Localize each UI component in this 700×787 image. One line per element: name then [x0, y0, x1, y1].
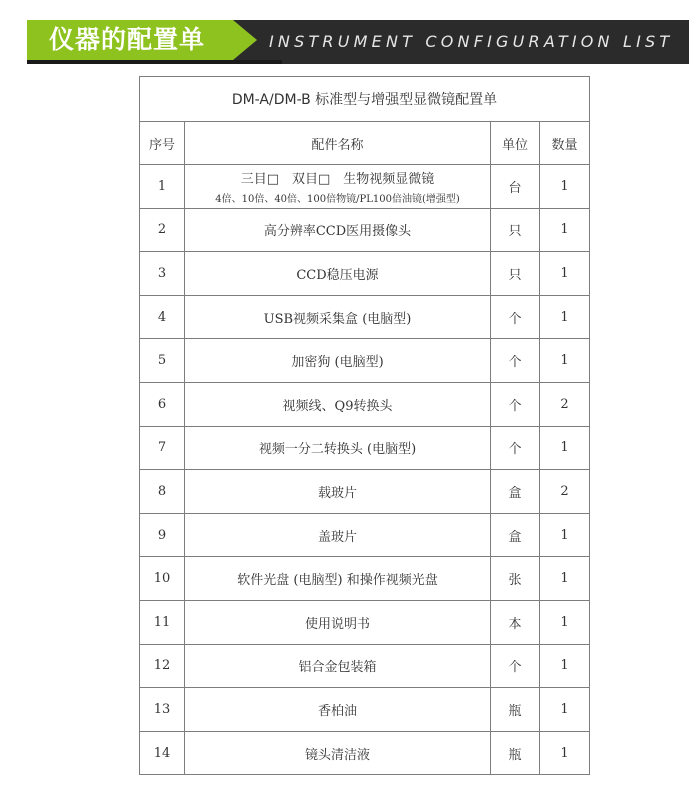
cell-number: 11: [140, 600, 185, 644]
header-part-name: 配件名称: [185, 122, 491, 165]
banner-title: 仪器的配置单: [49, 25, 206, 54]
cell-number: 13: [140, 688, 185, 732]
cell-quantity: 2: [540, 382, 590, 426]
table-title: DM-A/DM-B 标准型与增强型显微镜配置单: [140, 77, 590, 122]
banner-shadow: [27, 60, 282, 64]
cell-quantity: 1: [540, 252, 590, 296]
cell-quantity: 1: [540, 208, 590, 252]
cell-unit: 台: [491, 165, 540, 209]
cell-quantity: 2: [540, 470, 590, 514]
table-row: [140, 426, 590, 470]
cell-quantity: 1: [540, 557, 590, 601]
table-row: [140, 731, 590, 775]
cell-number: 3: [140, 252, 185, 296]
cell-number: 12: [140, 644, 185, 688]
cell-part-name: 加密狗 (电脑型): [185, 339, 491, 383]
cell-unit: 张: [491, 557, 540, 601]
cell-unit: 只: [491, 208, 540, 252]
cell-part-name: CCD稳压电源: [185, 252, 491, 296]
cell-part-name: 载玻片: [185, 470, 491, 514]
cell-part-name: [185, 165, 491, 209]
cell-number: 6: [140, 382, 185, 426]
cell-number: 9: [140, 513, 185, 557]
cell-number: 5: [140, 339, 185, 383]
cell-quantity: 1: [540, 513, 590, 557]
cell-part-name: 视频线、Q9转换头: [185, 382, 491, 426]
cell-unit: 瓶: [491, 731, 540, 775]
cell-quantity: 1: [540, 295, 590, 339]
cell-part-name: 高分辨率CCD医用摄像头: [185, 208, 491, 252]
cell-part-name: 使用说明书: [185, 600, 491, 644]
table-row: [140, 165, 590, 209]
table-row: [140, 557, 590, 601]
cell-unit: 只: [491, 252, 540, 296]
table-row: [140, 470, 590, 514]
cell-part-name: 盖玻片: [185, 513, 491, 557]
table-row: [140, 513, 590, 557]
part-name-line2: 4倍、10倍、40倍、100倍物镜/PL100倍油镜(增强型): [215, 193, 460, 205]
cell-number: 1: [140, 165, 185, 209]
cell-part-name: 视频一分二转换头 (电脑型): [185, 426, 491, 470]
cell-number: 8: [140, 470, 185, 514]
header-banner: [27, 20, 689, 64]
table-row: [140, 208, 590, 252]
header-unit: 单位: [491, 122, 540, 165]
table-row: [140, 382, 590, 426]
cell-number: 4: [140, 295, 185, 339]
cell-part-name: 铝合金包装箱: [185, 644, 491, 688]
table-header-row: [140, 122, 590, 165]
cell-part-name: 香柏油: [185, 688, 491, 732]
cell-part-name: 镜头清洁液: [185, 731, 491, 775]
cell-number: 2: [140, 208, 185, 252]
cell-part-name: 软件光盘 (电脑型) 和操作视频光盘: [185, 557, 491, 601]
cell-unit: 盒: [491, 513, 540, 557]
table-row: [140, 295, 590, 339]
cell-unit: 盒: [491, 470, 540, 514]
cell-number: 7: [140, 426, 185, 470]
header-quantity: 数量: [540, 122, 590, 165]
cell-unit: 个: [491, 382, 540, 426]
cell-number: 10: [140, 557, 185, 601]
cell-quantity: 1: [540, 731, 590, 775]
cell-quantity: 1: [540, 600, 590, 644]
table-title-row: [140, 77, 590, 122]
cell-unit: 本: [491, 600, 540, 644]
cell-quantity: 1: [540, 339, 590, 383]
configuration-table: [139, 76, 590, 775]
header-number: 序号: [140, 122, 185, 165]
cell-part-name: USB视频采集盒 (电脑型): [185, 295, 491, 339]
banner-subtitle: INSTRUMENT CONFIGURATION LIST: [269, 32, 674, 51]
configuration-table-container: [139, 76, 589, 775]
table-row: [140, 252, 590, 296]
cell-quantity: 1: [540, 688, 590, 732]
part-name-line1: 三目□ 双目□ 生物视频显微镜: [240, 171, 435, 187]
cell-unit: 个: [491, 426, 540, 470]
cell-unit: 个: [491, 339, 540, 383]
cell-number: 14: [140, 731, 185, 775]
cell-quantity: 1: [540, 165, 590, 209]
cell-unit: 瓶: [491, 688, 540, 732]
table-row: [140, 688, 590, 732]
cell-unit: 个: [491, 295, 540, 339]
table-row: [140, 339, 590, 383]
cell-quantity: 1: [540, 644, 590, 688]
cell-quantity: 1: [540, 426, 590, 470]
table-row: [140, 600, 590, 644]
table-row: [140, 644, 590, 688]
cell-unit: 个: [491, 644, 540, 688]
